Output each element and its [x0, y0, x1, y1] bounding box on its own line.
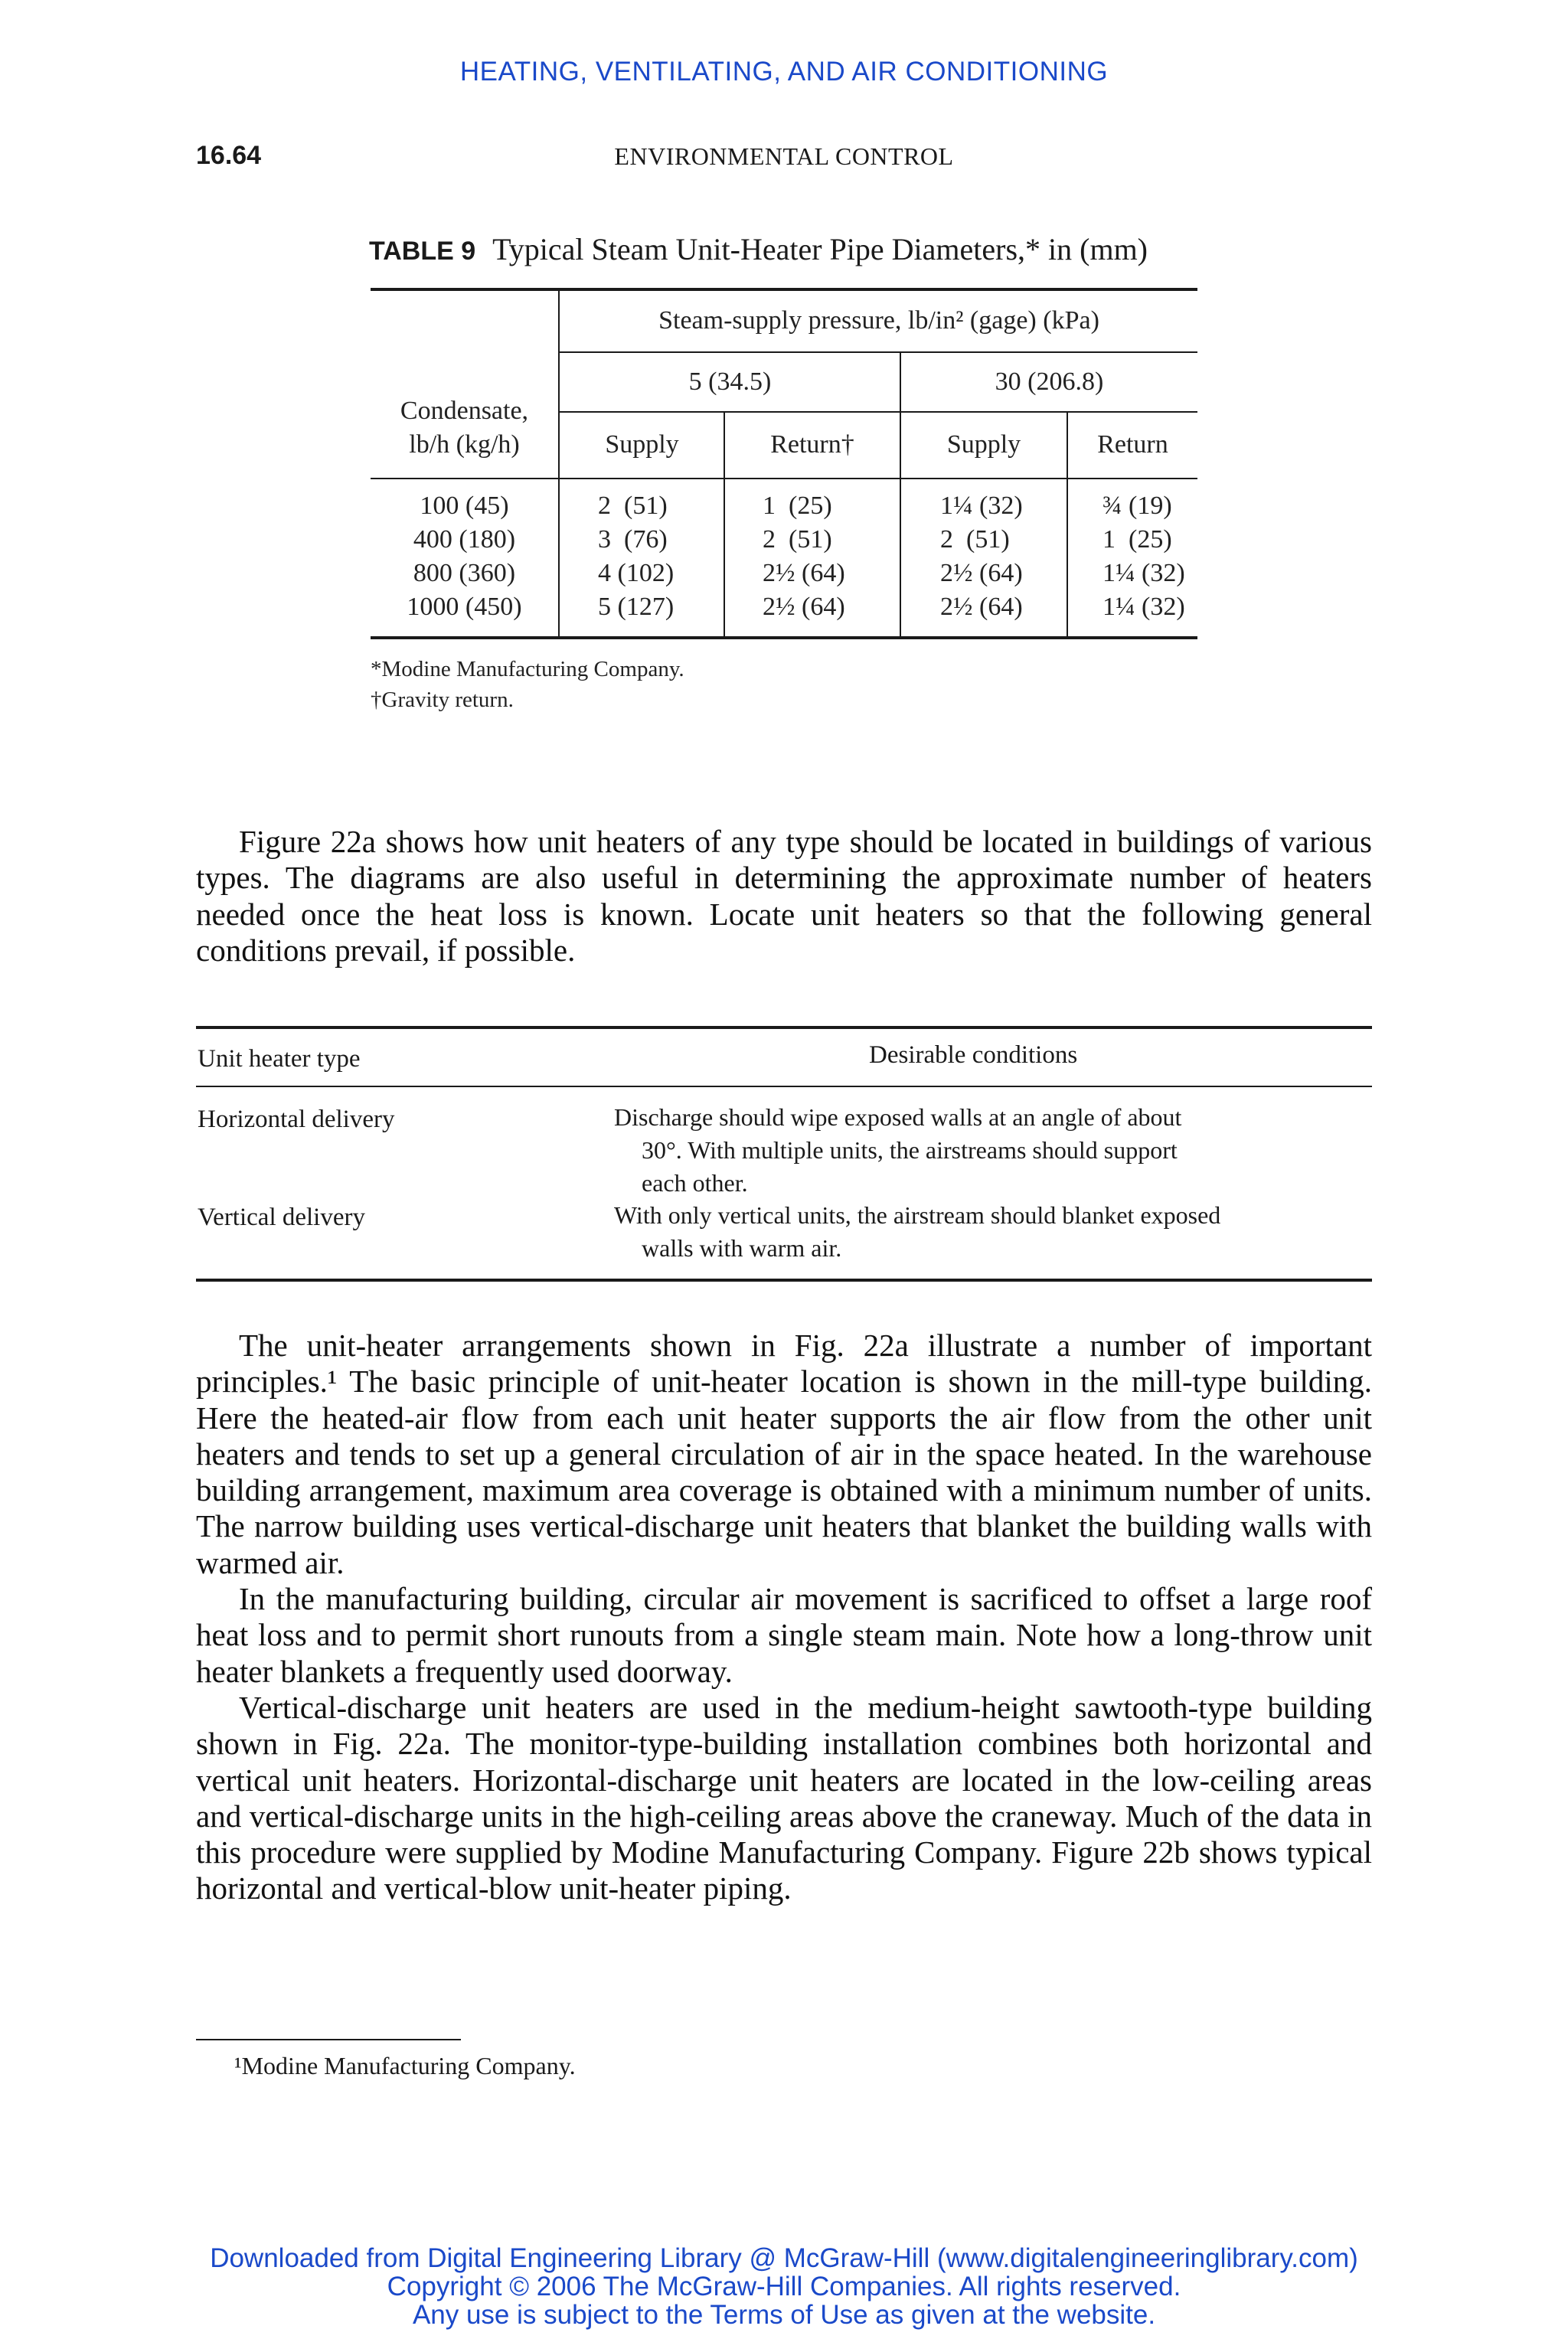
cell-condensate: 1000 (450): [407, 593, 522, 621]
conditions-header-type: Unit heater type: [198, 1045, 361, 1073]
table-9-subhead-rule: [559, 411, 1197, 413]
conditions-line: walls with warm air.: [642, 1234, 842, 1262]
table-9-footnote-gravity: †Gravity return.: [371, 688, 514, 712]
intro-paragraph-text: Figure 22a shows how unit heaters of any type should be located in buildings of various types. The diagrams are also useful in determining the approximate number of heaters needed once the heat loss is known. Locate unit heaters so that the following general conditions prevail, if possible.: [196, 824, 1372, 968]
condensate-header: Condensate,: [400, 397, 529, 425]
pressure-header: Steam-supply pressure, lb/in² (gage) (kPa): [658, 306, 1099, 335]
cell-supply-5: 2 (51): [598, 492, 668, 520]
table-9-top-rule: [371, 288, 1197, 291]
conditions-line: With only vertical units, the airstream should blanket exposed: [614, 1201, 1221, 1229]
cell-supply-30: 2½ (64): [940, 593, 1023, 621]
table-9: [0, 0, 1568, 766]
cell-return-5: 1 (25): [763, 492, 832, 520]
footer-terms-line[interactable]: Any use is subject to the Terms of Use as given at the website.: [412, 2300, 1156, 2330]
running-head: HEATING, VENTILATING, AND AIR CONDITIONING: [459, 57, 1109, 87]
column-header: Supply: [946, 430, 1021, 459]
cell-return-30: 1¼ (32): [1102, 559, 1185, 587]
section-title: ENVIRONMENTAL CONTROL: [614, 142, 954, 170]
cell-condensate: 400 (180): [413, 525, 516, 554]
footer-copyright-line[interactable]: Copyright © 2006 The McGraw-Hill Companies. All rights reserved.: [387, 2272, 1181, 2301]
cell-return-30: 1¼ (32): [1102, 593, 1185, 621]
conditions-header-desirable: Desirable conditions: [869, 1041, 1078, 1069]
cell-supply-5: 5 (127): [598, 593, 675, 621]
pressure-high-header: 30 (206.8): [995, 368, 1104, 396]
column-header: Return†: [770, 430, 854, 459]
conditions-top-rule: [196, 1026, 1372, 1029]
conditions-bottom-rule: [196, 1279, 1372, 1282]
column-header: Supply: [605, 430, 679, 459]
cell-return-5: 2 (51): [763, 525, 832, 554]
cell-return-30: 1 (25): [1102, 525, 1172, 554]
table-9-pressure-rule: [559, 351, 1197, 353]
conditions-type: Horizontal delivery: [198, 1106, 395, 1133]
body-paragraph: In the manufacturing building, circular air movement is sacrificed to offset a large roof heat loss and to permit short runouts from a single steam main. Note how a long-throw unit heater blankets a frequently used doorway.: [196, 1581, 1372, 1689]
table-9-label: TABLE 9: [369, 237, 476, 266]
table-9-caption-text: Typical Steam Unit-Heater Pipe Diameters,* in (mm): [492, 232, 1148, 266]
footer-download-line[interactable]: Downloaded from Digital Engineering Library @ McGraw-Hill (www.digitalengineeringlibrary.com): [210, 2243, 1358, 2273]
cell-condensate: 100 (45): [420, 492, 509, 520]
conditions-header-rule: [196, 1086, 1372, 1087]
cell-return-30: ¾ (19): [1102, 492, 1172, 520]
conditions-line: Discharge should wipe exposed walls at an angle of about: [614, 1103, 1182, 1131]
pressure-low-header: 5 (34.5): [688, 368, 772, 396]
table-9-bottom-rule: [371, 636, 1197, 639]
conditions-line: each other.: [642, 1169, 748, 1197]
cell-supply-5: 4 (102): [598, 559, 675, 587]
page-footnote: ¹Modine Manufacturing Company.: [234, 2052, 576, 2079]
table-9-footnote-source: *Modine Manufacturing Company.: [371, 657, 684, 681]
cell-supply-30: 1¼ (32): [940, 492, 1023, 520]
column-header: Return: [1097, 430, 1168, 459]
table-9-header-rule: [371, 478, 1197, 479]
cell-supply-30: 2½ (64): [940, 559, 1023, 587]
table-9-divider: [558, 289, 560, 638]
condensate-header-units: lb/h (kg/h): [409, 430, 520, 459]
body-paragraph: The unit-heater arrangements shown in Fig. 22a illustrate a number of important principles.¹ The basic principle of unit-heater location is shown in the mill-type building. Here the heated-air flow from each unit heater supports the air flow from the other unit heaters and tends to set up a general circulation of air in the space heated. In the warehouse building arrangement, maximum area coverage is obtained with a minimum number of units. The narrow building uses vertical-discharge unit heaters that blanket the building walls with warmed air.: [196, 1328, 1372, 1580]
cell-supply-30: 2 (51): [940, 525, 1010, 554]
page-number: 16.64: [196, 141, 262, 170]
cell-condensate: 800 (360): [413, 559, 516, 587]
cell-return-5: 2½ (64): [763, 593, 845, 621]
body-paragraph: Vertical-discharge unit heaters are used in the medium-height sawtooth-type building shown in Fig. 22a. The monitor-type-building installation combines both horizontal and vertical unit heaters. Horizontal-discharge unit heaters are located in the low-ceiling areas and vertical-discharge units in the high-ceiling areas above the craneway. Much of the data in this procedure were supplied by Modine Manufacturing Company. Figure 22b shows typical horizontal and vertical-blow unit-heater piping.: [196, 1689, 1372, 1906]
footnote-rule: [196, 2039, 461, 2040]
cell-supply-5: 3 (76): [598, 525, 668, 554]
intro-paragraph: [196, 824, 1372, 969]
body-text: [196, 1328, 1372, 1907]
conditions-line: 30°. With multiple units, the airstreams should support: [642, 1136, 1178, 1164]
conditions-type: Vertical delivery: [198, 1204, 365, 1231]
cell-return-5: 2½ (64): [763, 559, 845, 587]
